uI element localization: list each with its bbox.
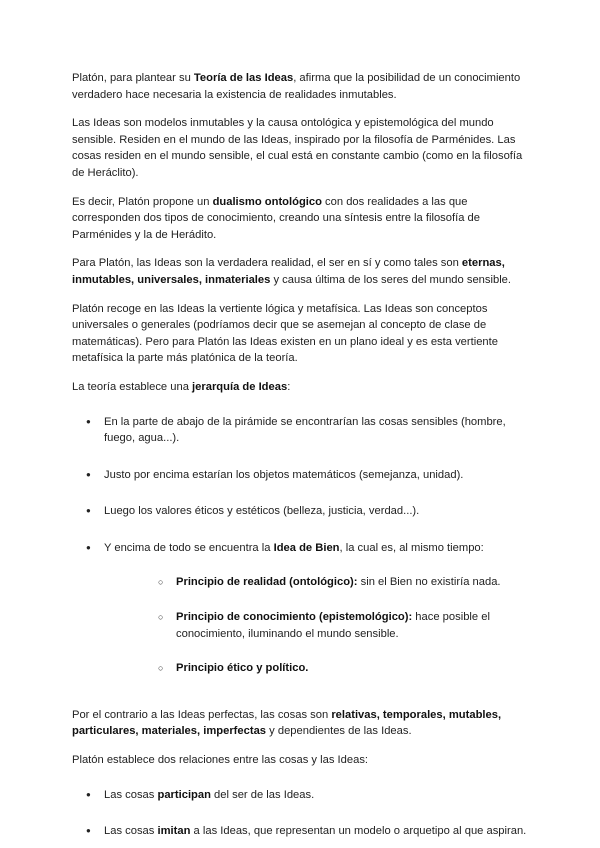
paragraph-intro	[72, 70, 530, 103]
text: La teoría establece una	[72, 380, 193, 393]
text: Platón, para plantear su	[72, 72, 194, 84]
list-item	[72, 823, 530, 840]
paragraph-hierarchy-intro	[72, 379, 530, 396]
text: Las cosas	[104, 788, 158, 801]
text: y causa última de los seres del mundo sensible.	[270, 273, 512, 286]
bold-term: imitan	[157, 825, 191, 838]
bold-term: Principio de realidad (ontológico):	[176, 576, 358, 589]
text: :	[287, 380, 291, 393]
paragraph-ideas: Las Ideas son modelos inmutables y la causa ontológica y epistemológica del mundo sensible. Residen en el mundo de las Ideas, inspirado por la filosofía de Parménides. Las cosas residen en el mundo sensible, el cual está en constante cambio (como en la filosofía de Heráclito).	[72, 117, 523, 179]
sub-list-item	[104, 609, 530, 642]
bold-term: participan	[157, 788, 211, 801]
hierarchy-list	[72, 414, 530, 677]
text: , la cual es, al mismo tiempo:	[339, 541, 484, 554]
bold-term: Principio ético y político.	[176, 662, 309, 675]
bold-term: jerarquía de Ideas	[192, 380, 288, 393]
text: sin el Bien no existiría nada.	[357, 576, 501, 589]
text: y dependientes de las Ideas.	[266, 725, 412, 738]
paragraph-things	[72, 707, 530, 740]
text: del ser de las Ideas.	[210, 788, 315, 801]
good-principles-list	[104, 574, 530, 676]
bold-term: relativas, temporales, mutables, particulares, materiales, imperfectas	[72, 708, 502, 738]
text: con dos realidades a las que corresponden dos tipos de conocimiento, creando una síntesis entre la filosofía de Parménides y la de Herádito.	[72, 195, 480, 241]
list-item	[72, 787, 530, 804]
bold-term: eternas, inmutables, universales, inmateriales	[72, 257, 505, 286]
paragraph-metaphysics: Platón recoge en las Ideas la vertiente lógica y metafísica. Las Ideas son conceptos universales o generales (podríamos decir que se asemejan al concepto de clase de matemáticas). Pero para Platón las Ideas existen en un plano ideal y es esta vertiente metafísica la parte más platónica de la teoría.	[72, 302, 498, 365]
bold-term: Teoría de las Ideas	[193, 72, 294, 84]
sub-list-item	[104, 574, 530, 591]
bold-term: Idea de Bien	[273, 541, 340, 554]
text: hace posible el conocimiento, iluminando el mundo sensible.	[176, 611, 490, 640]
list-item: ● Luego los valores éticos y estéticos (belleza, justicia, verdad...).	[72, 503, 530, 520]
paragraph-relations-intro: Platón establece dos relaciones entre las cosas y las Ideas:	[72, 754, 369, 767]
bold-term: Principio de conocimiento (epistemológico):	[176, 611, 413, 624]
text: Por el contrario a las Ideas perfectas, las cosas son	[72, 708, 332, 721]
text: Y encima de todo se encuentra la	[104, 541, 274, 554]
relations-list	[72, 787, 530, 840]
list-item	[72, 540, 530, 677]
text: , afirma que la posibilidad de un conocimiento verdadero hace necesaria la existencia de realidades inmutables.	[72, 72, 521, 101]
list-item: ● En la parte de abajo de la pirámide se encontrarían las cosas sensibles (hombre, fuego, agua...).	[72, 414, 530, 447]
bold-term: dualismo ontológico	[212, 195, 322, 208]
text: a las Ideas, que representan un modelo o arquetipo al que aspiran.	[190, 825, 527, 838]
text: Para Platón, las Ideas son la verdadera realidad, el ser en sí y como tales son	[72, 257, 462, 270]
paragraph-true-reality	[72, 255, 530, 288]
list-item: ● Justo por encima estarían los objetos matemáticos (semejanza, unidad).	[72, 467, 530, 484]
text: Es decir, Platón propone un	[72, 195, 213, 208]
text: Las cosas	[104, 825, 158, 838]
paragraph-dualism	[72, 194, 530, 244]
sub-list-item	[104, 660, 530, 677]
